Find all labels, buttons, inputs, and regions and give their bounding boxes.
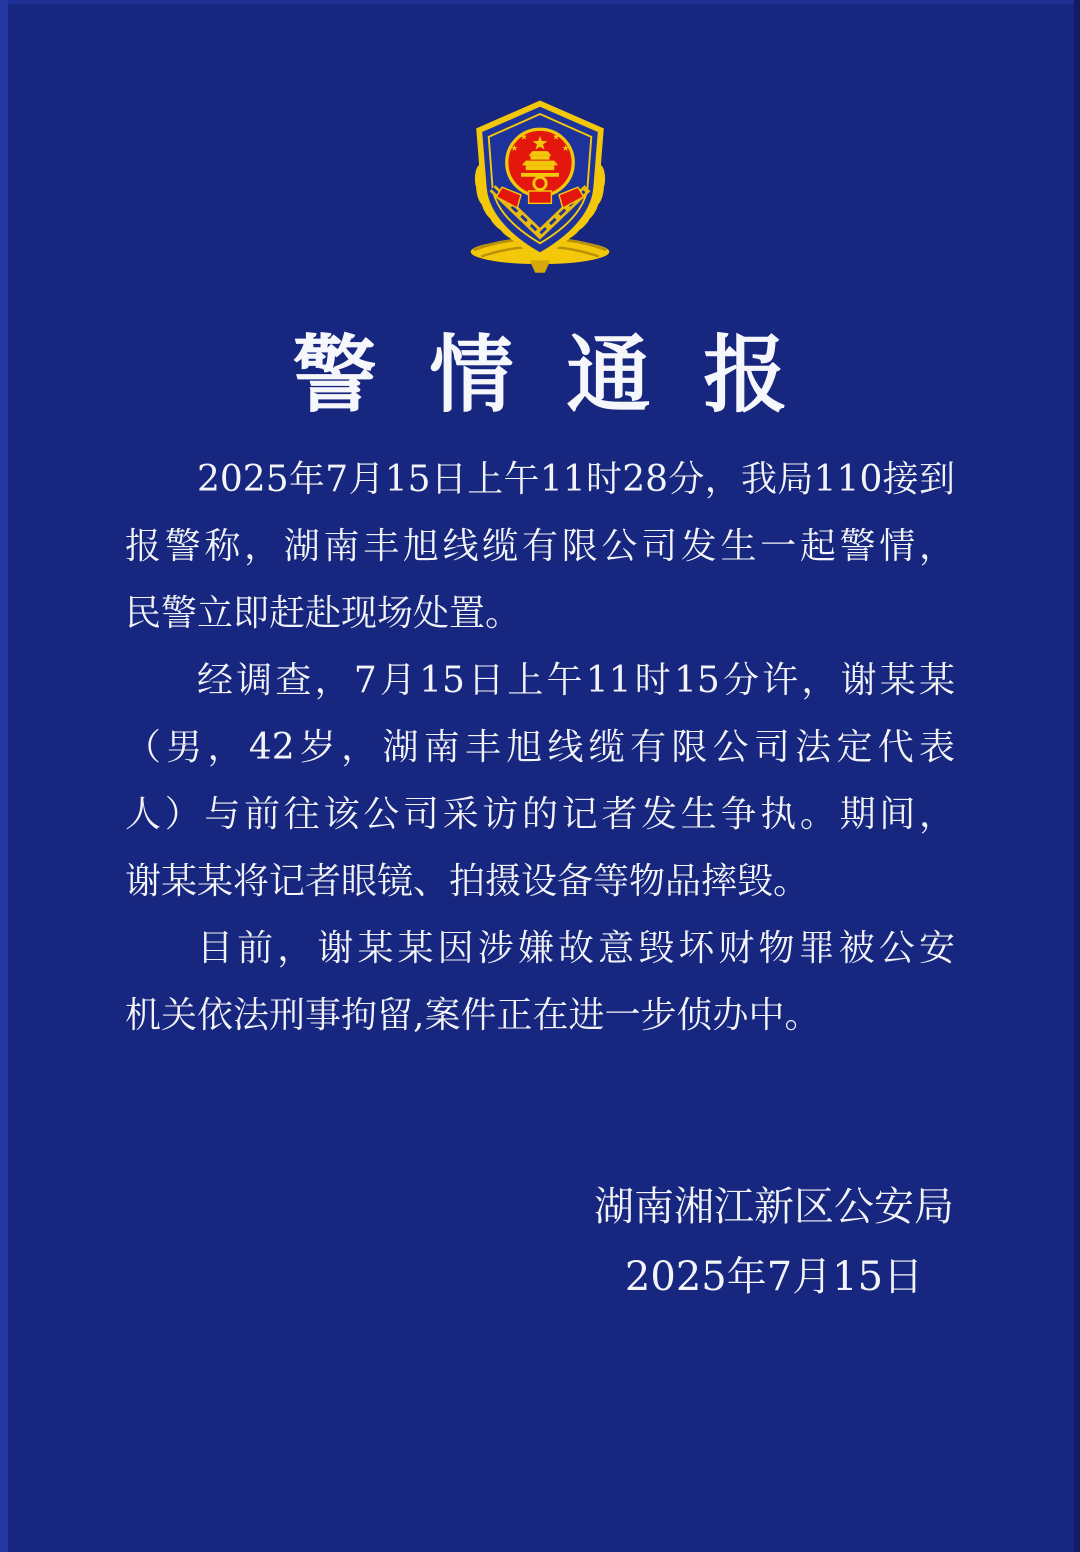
signature-date: 2025年7月15日 [624,1254,924,1300]
page-edge-left [0,0,8,1552]
notice-paragraph-1 [125,446,955,647]
notice-paragraph-2 [125,647,955,915]
notice-title: 警情通报 [292,325,841,424]
police-badge-emblem [445,96,635,277]
page-edge-right [1074,0,1080,1552]
notice-line: 报警称，湖南丰旭线缆有限公司发生一起警情， [125,526,955,567]
notice-paragraph-3 [125,915,955,1049]
notice-line: 2025年7月15日上午11时28分，我局110接到 [197,459,955,500]
notice-line: 民警立即赶赴现场处置。 [125,593,522,634]
notice-line: （男，42岁，湖南丰旭线缆有限公司法定代表 [125,727,955,768]
police-badge-icon [445,96,635,277]
notice-line: 谢某某将记者眼镜、拍摄设备等物品摔毁。 [125,861,810,902]
notice-line: 机关依法刑事拘留,案件正在进一步侦办中。 [125,995,821,1036]
notice-body [125,446,955,1049]
notice-line: 目前，谢某某因涉嫌故意毁坏财物罪被公安 [197,928,955,969]
notice-line: 人）与前往该公司采访的记者发生争执。期间， [125,794,955,835]
signature-block [594,1172,954,1312]
notice-line: 经调查，7月15日上午11时15分许，谢某某 [197,660,955,701]
page-edge-top [0,0,1080,4]
signature-agency: 湖南湘江新区公安局 [594,1184,954,1230]
